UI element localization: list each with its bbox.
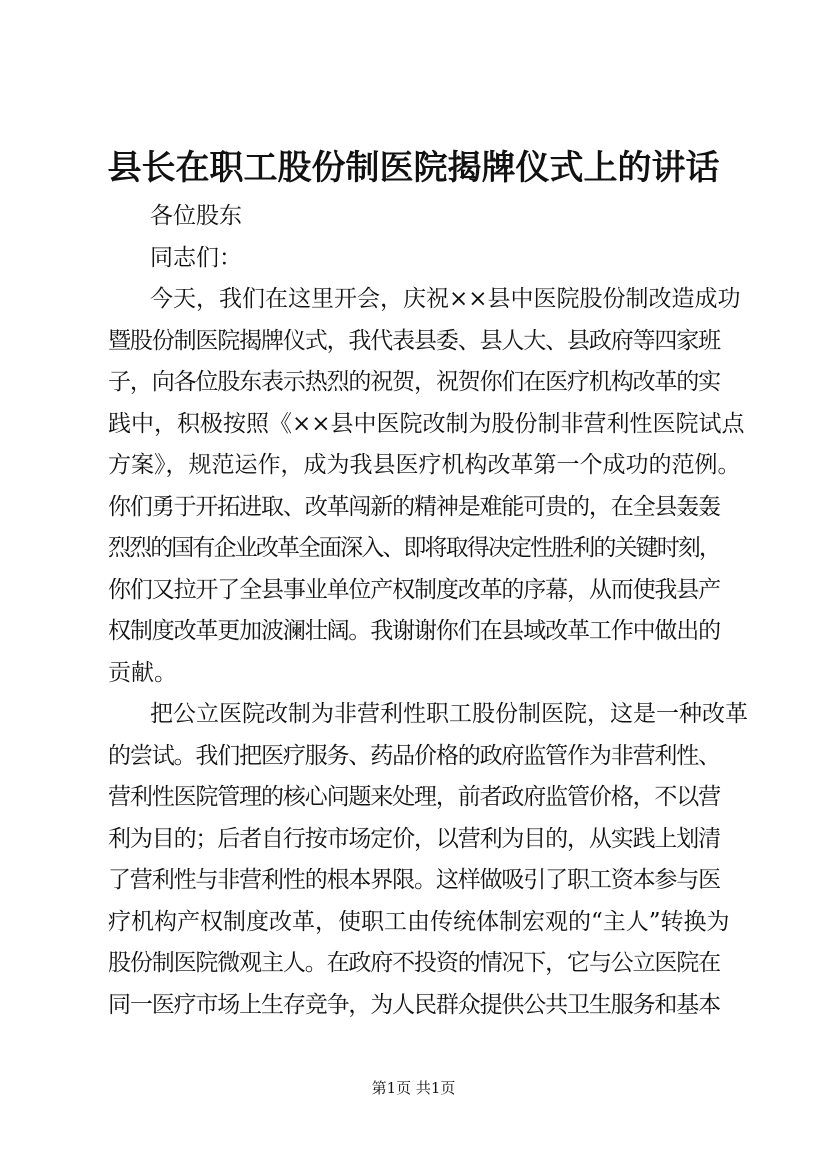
text-line: 践中，积极按照《××县中医院改制为股份制非营利性医院试点 xyxy=(108,410,745,437)
text-line: 的尝试。我们把医疗服务、药品价格的政府监管作为非营利性、 xyxy=(108,742,721,769)
text-line: 贡献。 xyxy=(108,659,177,686)
text-line: 同志们： xyxy=(150,244,242,271)
text-line: 今天，我们在这里开会，庆祝××县中医院股份制改造成功 xyxy=(150,286,741,312)
text-line: 方案》，规范运作，成为我县医疗机构改革第一个成功的范例。 xyxy=(108,452,741,478)
text-line: 同一医疗市场上生存竞争，为人民群众提供公共卫生服务和基本 xyxy=(108,991,721,1018)
text-line: 你们又拉开了全县事业单位产权制度改革的序幕，从而使我县产 xyxy=(108,576,721,603)
text-line: 疗机构产权制度改革，使职工由传统体制宏观的“主人”转换为 xyxy=(108,908,730,935)
text-line: 了营利性与非营利性的根本界限。这样做吸引了职工资本参与医 xyxy=(108,867,721,893)
text-line: 你们勇于开拓进取、改革闯新的精神是难能可贵的，在全县轰轰 xyxy=(108,493,721,520)
text-line: 子，向各位股东表示热烈的祝贺，祝贺你们在医疗机构改革的实 xyxy=(108,369,721,395)
text-line: 烈烈的国有企业改革全面深入、即将取得决定性胜利的关键时刻， xyxy=(108,535,721,561)
text-line: 利为目的；后者自行按市场定价，以营利为目的，从实践上划清 xyxy=(108,825,721,852)
document-title: 县长在职工股份制医院揭牌仪式上的讲话 xyxy=(107,148,720,188)
text-line: 权制度改革更加波澜壮阔。我谢谢你们在县域改革工作中做出的 xyxy=(108,618,721,644)
page-footer: 第1页 共1页 xyxy=(371,1079,456,1097)
text-line: 各位股东 xyxy=(150,203,242,229)
document-body xyxy=(108,196,748,1026)
text-line: 把公立医院改制为非营利性职工股份制医院，这是一种改革 xyxy=(150,701,748,727)
text-line: 营利性医院管理的核心问题来处理，前者政府监管价格，不以营 xyxy=(108,784,721,810)
text-line: 暨股份制医院揭牌仪式，我代表县委、县人大、县政府等四家班 xyxy=(108,327,721,354)
text-line: 股份制医院微观主人。在政府不投资的情况下，它与公立医院在 xyxy=(108,950,721,976)
